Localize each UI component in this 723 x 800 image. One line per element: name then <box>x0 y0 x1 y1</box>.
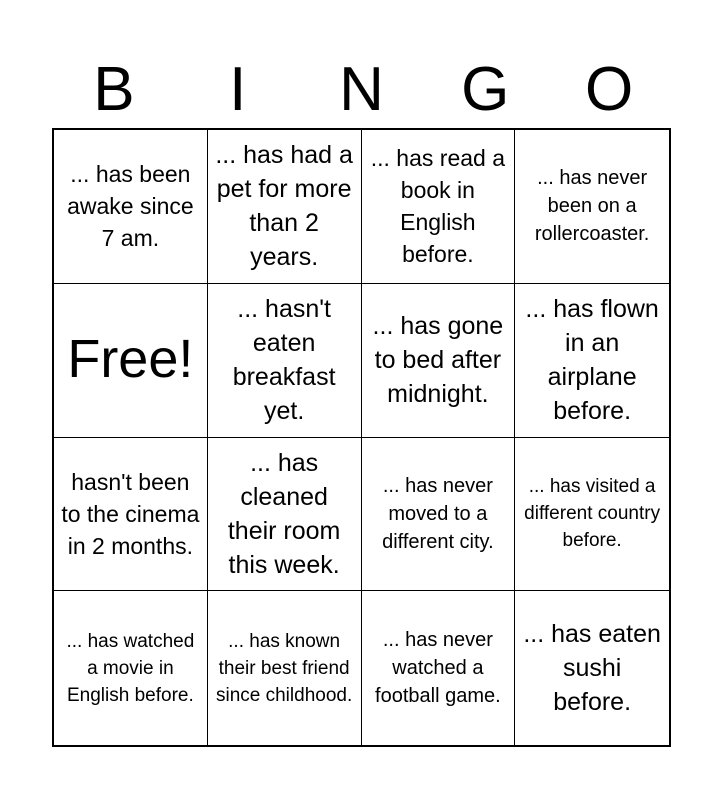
bingo-cell-text: ... has been awake since 7 am. <box>67 161 194 252</box>
header-letter-i: I <box>229 55 247 124</box>
bingo-cell-text: ... has never watched a football game. <box>375 629 501 708</box>
bingo-cell-r4c2[interactable] <box>208 591 362 745</box>
header-letter-o: O <box>584 55 634 124</box>
bingo-cell-r3c1[interactable] <box>54 438 208 592</box>
bingo-cell-r1c3[interactable] <box>362 130 516 284</box>
bingo-grid <box>52 128 671 747</box>
header-letter-b: B <box>93 55 135 124</box>
bingo-cell-r4c4[interactable] <box>515 591 669 745</box>
bingo-cell-r2c4[interactable] <box>515 284 669 438</box>
bingo-cell-text: ... has watched a movie in English before. <box>66 630 195 706</box>
bingo-cell-r4c1[interactable] <box>54 591 208 745</box>
bingo-cell-r1c4[interactable] <box>515 130 669 284</box>
bingo-cell-text: ... has read a book in English before. <box>370 145 505 268</box>
bingo-cell-text: ... has gone to bed after midnight. <box>372 312 504 409</box>
bingo-cell-text: ... has eaten sushi before. <box>523 620 661 717</box>
bingo-cell-r4c3[interactable] <box>362 591 516 745</box>
bingo-cell-text: ... has visited a different country before. <box>524 476 661 552</box>
free-space-text: Free! <box>67 329 194 390</box>
bingo-cell-r1c1[interactable] <box>54 130 208 284</box>
bingo-cell-r1c2[interactable] <box>208 130 362 284</box>
bingo-cell-free[interactable] <box>54 284 208 438</box>
bingo-cell-r2c2[interactable] <box>208 284 362 438</box>
bingo-cell-r3c3[interactable] <box>362 438 516 592</box>
bingo-cell-text: ... has never been on a rollercoaster. <box>534 167 650 246</box>
bingo-cell-text: ... hasn't eaten breakfast yet. <box>232 295 336 426</box>
bingo-cell-text: ... has known their best friend since childhood. <box>215 630 353 706</box>
bingo-cell-r3c2[interactable] <box>208 438 362 592</box>
bingo-cell-text: hasn't been to the cinema in 2 months. <box>61 468 200 559</box>
bingo-cell-r3c4[interactable] <box>515 438 669 592</box>
bingo-cell-text: ... has had a pet for more than 2 years. <box>215 141 353 272</box>
header-letter-g: G <box>461 55 510 124</box>
bingo-header <box>52 52 671 128</box>
bingo-cell-text: ... has cleaned their room this week. <box>227 448 341 579</box>
bingo-cell-text: ... has never moved to a different city. <box>382 474 494 553</box>
header-letter-n: N <box>339 55 384 124</box>
bingo-cell-text: ... has flown in an airplane before. <box>525 295 659 426</box>
bingo-cell-r2c3[interactable] <box>362 284 516 438</box>
